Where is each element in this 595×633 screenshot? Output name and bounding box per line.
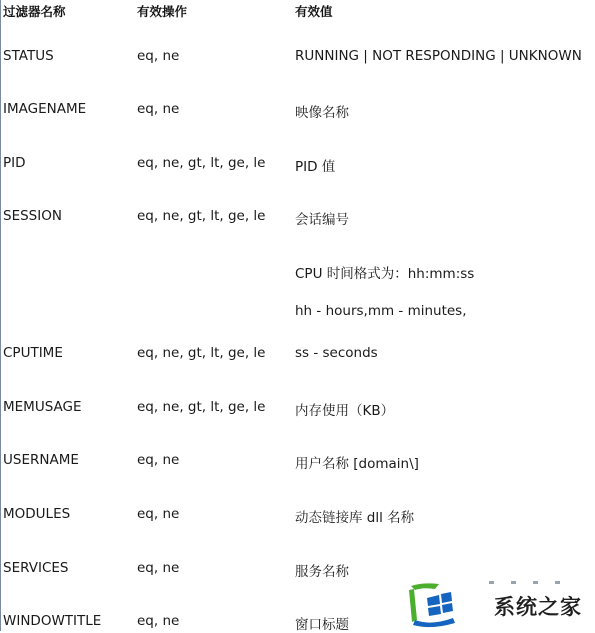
row-value: 映像名称 <box>295 105 349 121</box>
row-filter-name: SERVICES <box>3 560 69 576</box>
row-value: 内存使用（KB） <box>295 403 395 419</box>
row-operators: eq, ne <box>137 452 180 468</box>
row-filter-name: PID <box>3 155 26 171</box>
row-value: CPU 时间格式为：hh:mm:ss <box>295 266 475 282</box>
row-value: ss - seconds <box>295 345 378 361</box>
row-value: 服务名称 <box>295 564 349 580</box>
row-operators: eq, ne, gt, lt, ge, le <box>137 399 266 415</box>
row-operators: eq, ne, gt, lt, ge, le <box>137 345 266 361</box>
row-filter-name: STATUS <box>3 48 54 64</box>
win7-flag-logo-icon <box>405 580 461 628</box>
header-valid-operators: 有效操作 <box>137 4 188 19</box>
header-valid-values: 有效值 <box>295 4 333 19</box>
row-filter-name: CPUTIME <box>3 345 63 361</box>
left-border <box>0 0 1 631</box>
row-value: 动态链接库 dll 名称 <box>295 510 415 526</box>
row-filter-name: MEMUSAGE <box>3 399 82 415</box>
row-filter-name: USERNAME <box>3 452 79 468</box>
row-operators: eq, ne, gt, lt, ge, le <box>137 208 266 224</box>
row-operators: eq, ne <box>137 48 180 64</box>
row-operators: eq, ne, gt, lt, ge, le <box>137 155 266 171</box>
decorative-dots-icon <box>489 580 579 586</box>
row-value: RUNNING | NOT RESPONDING | UNKNOWN <box>295 48 582 64</box>
row-value: hh - hours,mm - minutes, <box>295 303 467 319</box>
row-operators: eq, ne <box>137 560 180 576</box>
row-filter-name: MODULES <box>3 506 71 522</box>
row-filter-name: IMAGENAME <box>3 101 87 117</box>
row-operators: eq, ne <box>137 101 180 117</box>
watermark-text: 系统之家 <box>494 595 582 619</box>
row-filter-name: WINDOWTITLE <box>3 613 102 629</box>
row-filter-name: SESSION <box>3 208 62 224</box>
row-operators: eq, ne <box>137 613 180 629</box>
row-value: 会话编号 <box>295 212 349 228</box>
row-value: 窗口标题 <box>295 617 349 633</box>
row-value: 用户名称 [domain\] <box>295 456 419 472</box>
header-filter-name: 过滤器名称 <box>3 4 66 19</box>
row-operators: eq, ne <box>137 506 180 522</box>
site-watermark <box>403 578 595 631</box>
row-value: PID 值 <box>295 159 336 175</box>
